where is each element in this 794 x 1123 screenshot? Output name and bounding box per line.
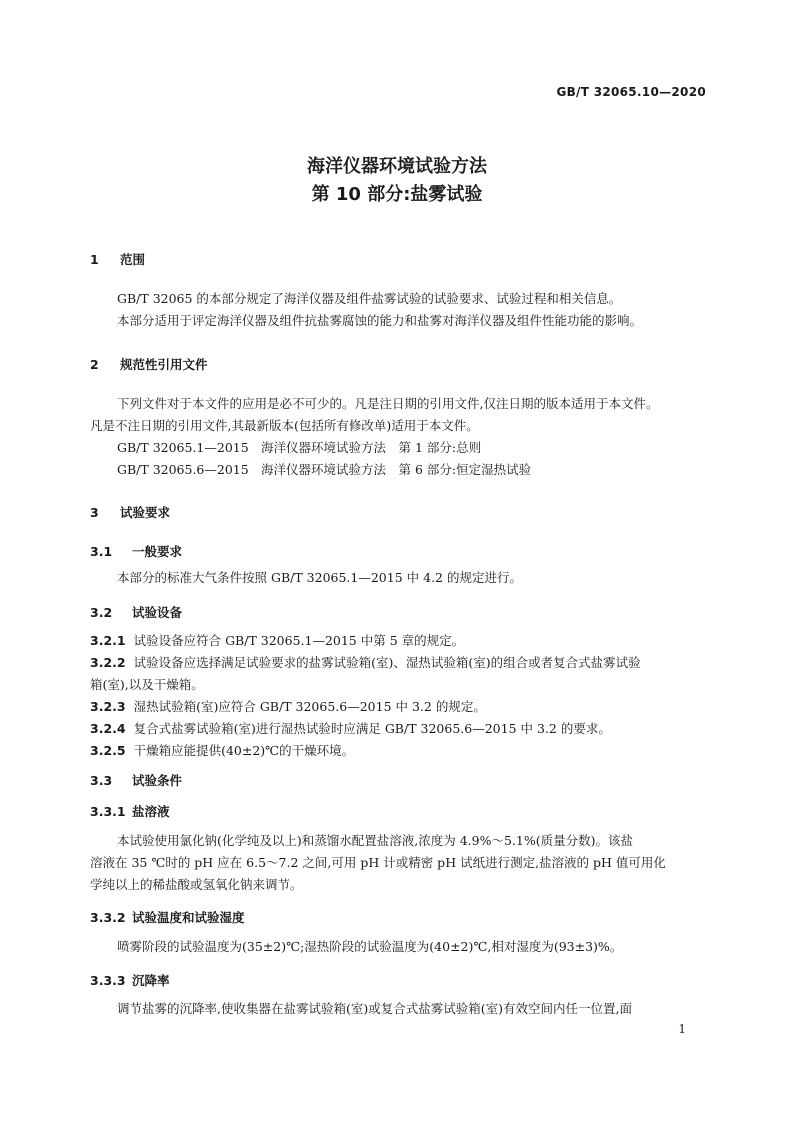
section-number: 1 [90,252,99,267]
standard-code: GB/T 32065.10—2020 [556,85,706,99]
section-2-heading [90,355,208,373]
clause-continuation: 箱(室),以及干燥箱。 [90,677,204,692]
section-title: 沉降率 [132,973,170,988]
section-title: 范围 [120,252,146,267]
section-title: 盐溶液 [132,804,170,819]
paragraph-continuation: 学纯以上的稀盐酸或氢氧化钠来调节。 [90,877,303,892]
clause-number: 3.2.5 [90,743,126,758]
paragraph: 下列文件对于本文件的应用是必不可少的。凡是注日期的引用文件,仅注日期的版本适用于本文件。 [117,396,659,411]
reference-item [90,437,733,459]
section-1-heading [90,250,145,268]
section-3-3-3-heading [90,971,170,989]
page-number: 1 [678,1022,686,1036]
reference-item [90,459,733,481]
paragraph: 本部分适用于评定海洋仪器及组件抗盐雾腐蚀的能力和盐雾对海洋仪器及组件性能功能的影响。 [117,313,643,328]
reference-title: 海洋仪器环境试验方法 第 1 部分:总则 [261,440,482,455]
section-title: 试验要求 [120,505,171,520]
clause-3-2-5 [90,740,706,762]
section-title: 规范性引用文件 [120,357,208,372]
clause-number: 3.2.1 [90,633,126,648]
section-3-heading [90,503,170,521]
paragraph: 调节盐雾的沉降率,使收集器在盐雾试验箱(室)或复合式盐雾试验箱(室)有效空间内任一位置,面 [117,1001,632,1016]
clause-3-2-3 [90,696,706,718]
section-number: 2 [90,357,99,372]
clause-3-2-1 [90,630,706,652]
section-3-3-1-heading [90,802,170,820]
paragraph-continuation: 溶液在 35 ℃时的 pH 应在 6.5～7.2 之间,可用 pH 计或精密 pH 试纸进行测定,盐溶液的 pH 值可用化 [90,855,666,870]
clause-text: 湿热试验箱(室)应符合 GB/T 32065.6—2015 中 3.2 的规定。 [133,699,486,714]
reference-title: 海洋仪器环境试验方法 第 6 部分:恒定湿热试验 [261,462,532,477]
paragraph: 本试验使用氯化钠(化学纯及以上)和蒸馏水配置盐溶液,浓度为 4.9%～5.1%(质量分数)。该盐 [117,833,633,848]
section-title: 试验条件 [132,773,183,788]
clause-text: 干燥箱应能提供(40±2)℃的干燥环境。 [133,743,355,758]
section-number: 3.3.1 [90,804,126,819]
section-3-2-heading [90,603,182,621]
paragraph: 喷雾阶段的试验温度为(35±2)℃;湿热阶段的试验温度为(40±2)℃,相对湿度为(93±3)%。 [117,939,623,954]
section-number: 3.2 [90,605,113,620]
section-3-3-2-heading [90,908,245,926]
section-number: 3.1 [90,544,113,559]
section-number: 3.3.2 [90,910,126,925]
clause-number: 3.2.4 [90,721,126,736]
section-title: 试验设备 [132,605,183,620]
clause-number: 3.2.3 [90,699,126,714]
reference-code: GB/T 32065.1—2015 [117,440,249,455]
clause-text: 复合式盐雾试验箱(室)进行湿热试验时应满足 GB/T 32065.6—2015 中 3.2 的要求。 [133,721,611,736]
clause-number: 3.2.2 [90,655,126,670]
clause-text: 试验设备应符合 GB/T 32065.1—2015 中第 5 章的规定。 [133,633,465,648]
clause-3-2-2 [90,652,706,674]
section-number: 3.3 [90,773,113,788]
reference-code: GB/T 32065.6—2015 [117,462,249,477]
section-3-3-heading [90,771,182,789]
clause-3-2-4 [90,718,706,740]
paragraph-continuation: 凡是不注日期的引用文件,其最新版本(包括所有修改单)适用于本文件。 [90,418,479,433]
section-number: 3.3.3 [90,973,126,988]
paragraph: 本部分的标准大气条件按照 GB/T 32065.1—2015 中 4.2 的规定进行。 [117,570,522,585]
section-number: 3 [90,505,99,520]
paragraph: GB/T 32065 的本部分规定了海洋仪器及组件盐雾试验的试验要求、试验过程和相关信息。 [117,291,622,306]
section-3-1-heading [90,542,182,560]
document-subtitle: 第 10 部分:盐雾试验 [311,184,483,205]
section-title: 一般要求 [132,544,183,559]
section-title: 试验温度和试验湿度 [132,910,245,925]
document-title: 海洋仪器环境试验方法 [307,156,487,177]
clause-text: 试验设备应选择满足试验要求的盐雾试验箱(室)、湿热试验箱(室)的组合或者复合式盐雾试验 [133,655,641,670]
